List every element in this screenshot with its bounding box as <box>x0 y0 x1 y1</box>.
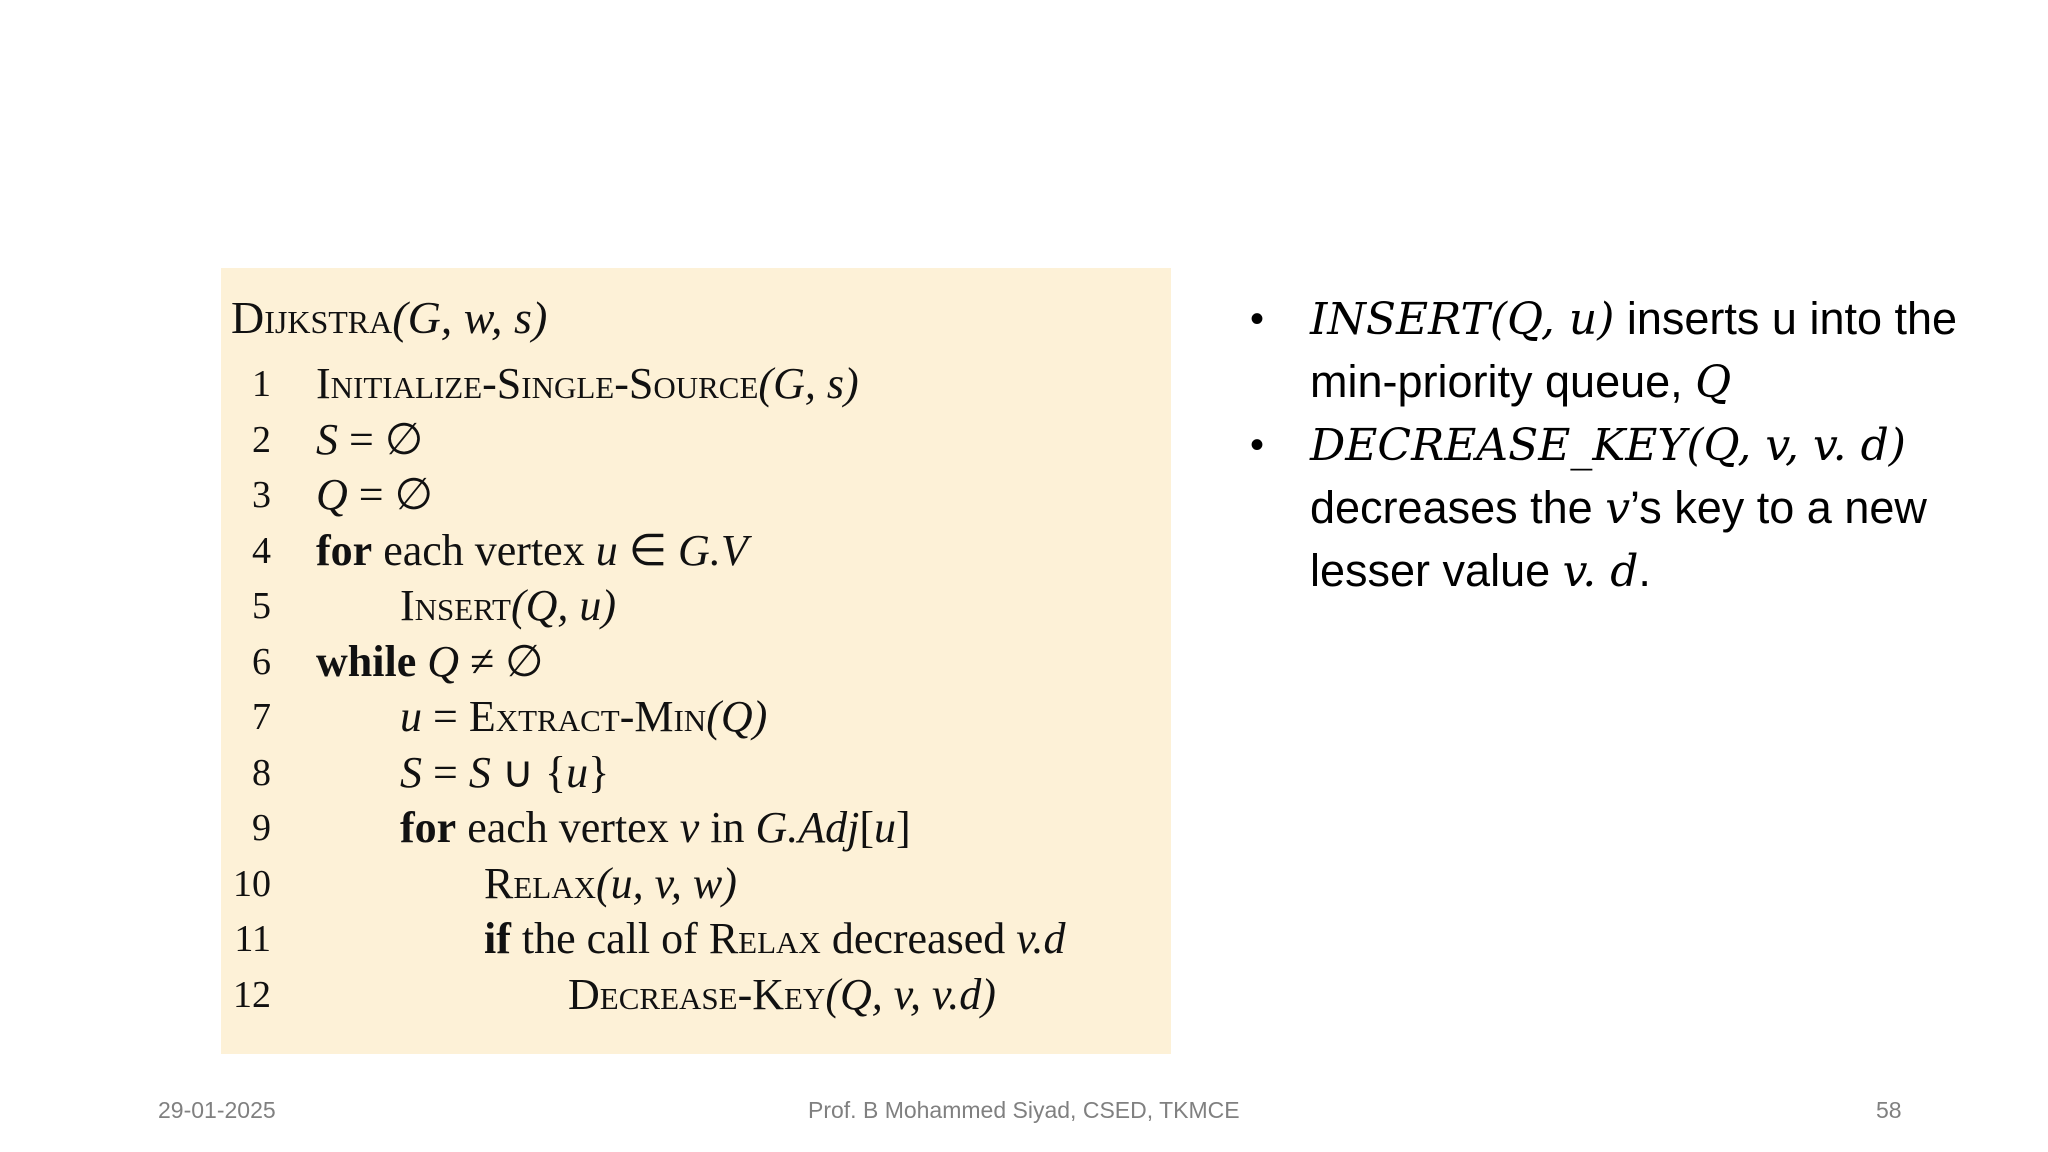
insert-math: INSERT(Q, u) <box>1310 294 1615 345</box>
code-token: v <box>679 803 700 852</box>
code-token: in <box>699 803 756 852</box>
line-code <box>316 634 544 690</box>
code-token: S <box>316 414 338 464</box>
code-token: Relax <box>484 858 596 908</box>
line-code <box>400 745 609 801</box>
code-token: (Q, u) <box>510 581 617 630</box>
code-token: S <box>468 747 491 797</box>
code-token: u <box>874 803 897 852</box>
decrease-key-math-vd: v. d <box>1562 546 1639 597</box>
line-code <box>316 356 859 412</box>
code-token: = ∅ <box>338 414 424 464</box>
code-token: Q <box>316 470 348 519</box>
algorithm-line <box>221 745 1171 801</box>
line-number: 4 <box>252 529 271 572</box>
line-number: 2 <box>252 418 271 461</box>
line-code <box>316 467 433 523</box>
line-number: 11 <box>234 918 271 960</box>
decrease-key-math: DECREASE_KEY(Q, v, v. d) <box>1310 420 1906 471</box>
code-token: [ <box>859 803 875 852</box>
line-number: 12 <box>233 973 271 1016</box>
insert-math-q: Q <box>1695 357 1732 408</box>
algorithm-line <box>221 356 1171 412</box>
decrease-key-math-v: v <box>1605 483 1631 534</box>
code-token: v.d <box>1016 914 1066 963</box>
footer-page-number: 58 <box>1876 1097 1902 1123</box>
footer-author: Prof. B Mohammed Siyad, CSED, TKMCE <box>808 1097 1240 1123</box>
line-code <box>316 412 423 468</box>
code-token: (Q) <box>706 692 768 741</box>
algorithm-line <box>221 412 1171 468</box>
line-code <box>484 911 1066 967</box>
code-token: for <box>400 803 457 852</box>
code-token: u <box>400 692 422 741</box>
line-code <box>400 800 911 856</box>
algorithm-line <box>221 523 1171 579</box>
algorithm-line <box>221 467 1171 523</box>
line-code <box>484 856 737 912</box>
code-token: ≠ ∅ <box>459 636 544 686</box>
code-token: (u, v, w) <box>596 858 737 908</box>
code-token: G.Adj <box>755 803 860 852</box>
bullet-decrease-key <box>1240 414 2030 603</box>
algorithm-line <box>221 967 1171 1023</box>
code-token: while <box>316 636 417 686</box>
code-token: for <box>316 525 373 575</box>
code-token: u <box>566 747 589 797</box>
code-token: } <box>588 747 610 797</box>
code-token: the call of <box>510 914 709 963</box>
algorithm-line <box>221 634 1171 690</box>
decrease-key-text: decreases the <box>1310 482 1606 533</box>
code-token: = <box>422 692 469 741</box>
line-code <box>400 578 616 634</box>
algorithm-line <box>221 689 1171 745</box>
code-token: each vertex <box>372 525 596 575</box>
bullet-marker: • <box>1250 297 1265 341</box>
insert-text: inserts u into the min-priority queue, <box>1310 293 1958 407</box>
code-token: if <box>484 914 511 963</box>
bullet-insert <box>1240 288 2030 414</box>
code-token: ∈ <box>617 525 679 575</box>
bullet-marker: • <box>1250 423 1265 467</box>
line-code <box>400 689 767 745</box>
code-token: ] <box>896 803 911 852</box>
decrease-key-period: . <box>1638 545 1651 596</box>
line-code <box>316 523 748 579</box>
algorithm-pseudocode-box <box>221 268 1171 1054</box>
code-token: Extract-Min <box>468 692 707 741</box>
algorithm-line <box>221 856 1171 912</box>
bullet-list <box>1240 288 2030 603</box>
code-token: decreased <box>820 914 1017 963</box>
code-token: ∪ { <box>490 747 567 797</box>
code-token: G.V <box>678 525 748 575</box>
algorithm-name: Dijkstra <box>231 292 393 343</box>
line-number: 1 <box>252 363 271 405</box>
code-token: Insert <box>400 581 511 630</box>
code-token: = <box>422 747 469 797</box>
footer-date: 29-01-2025 <box>158 1097 276 1123</box>
algorithm-line <box>221 911 1171 967</box>
algorithm-title <box>231 292 547 344</box>
code-token: each vertex <box>456 803 680 852</box>
line-number: 10 <box>233 862 271 905</box>
algorithm-args: (G, w, s) <box>392 292 548 343</box>
line-code <box>568 967 996 1023</box>
code-token: u <box>595 525 618 575</box>
code-token: Relax <box>708 914 821 963</box>
algorithm-line <box>221 800 1171 856</box>
line-number: 7 <box>252 696 271 738</box>
line-number: 9 <box>252 807 271 849</box>
code-token: = ∅ <box>347 470 433 519</box>
code-token: Initialize-Single-Source <box>316 359 759 408</box>
code-token: S <box>400 747 422 797</box>
line-number: 8 <box>252 751 271 794</box>
line-number: 5 <box>252 585 271 627</box>
line-number: 3 <box>252 474 271 516</box>
line-number: 6 <box>252 640 271 683</box>
code-token: Q <box>416 636 460 686</box>
decrease-key-text-2: ’s key to a new lesser value <box>1310 482 1927 596</box>
code-token: (Q, v, v.d) <box>825 969 996 1019</box>
algorithm-line <box>221 578 1171 634</box>
code-token: (G, s) <box>758 359 859 408</box>
code-token: Decrease-Key <box>568 969 826 1019</box>
